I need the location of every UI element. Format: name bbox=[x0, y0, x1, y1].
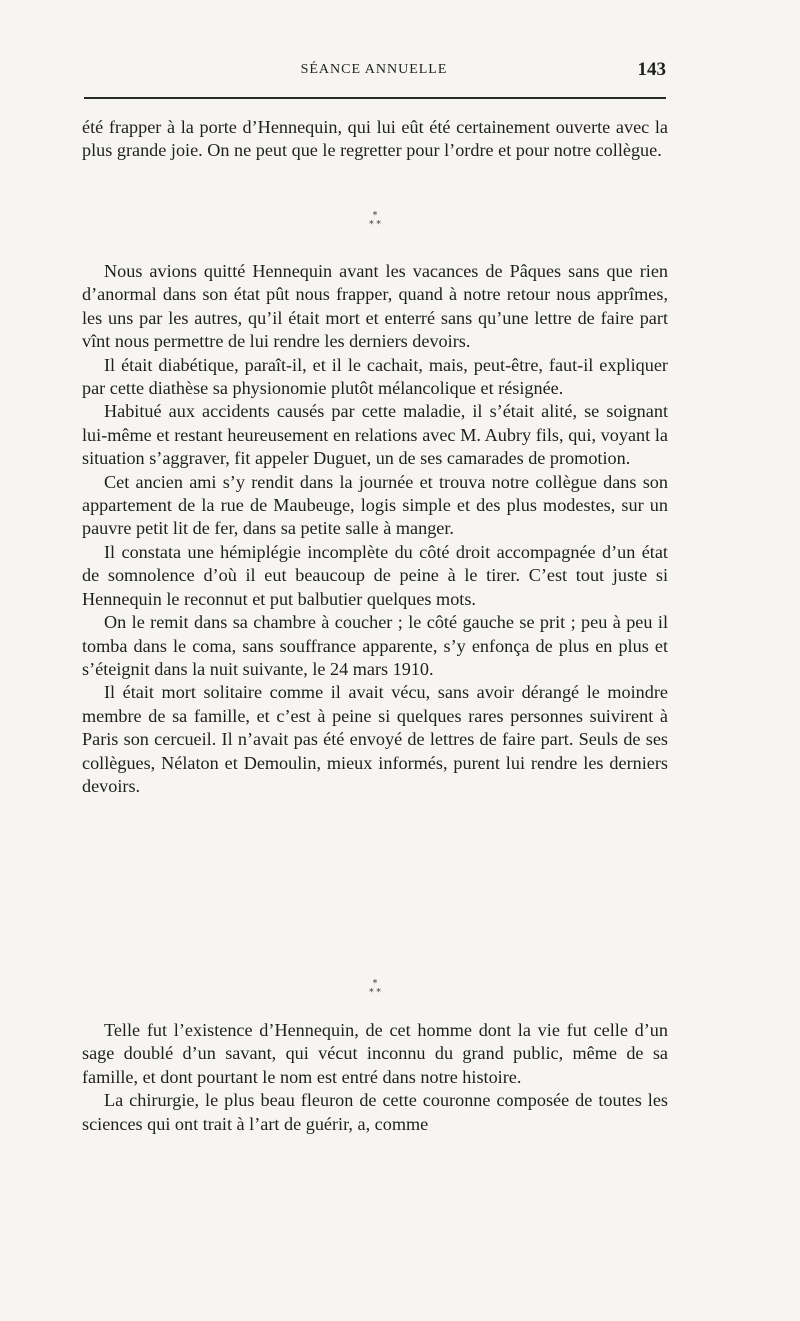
paragraph: La chirurgie, le plus beau fleuron de cette couronne composée de toutes les sciences qui ont trait à l’art de guérir, a, comme bbox=[82, 1090, 668, 1134]
asterism-divider bbox=[350, 212, 400, 242]
paragraph: Cet ancien ami s’y rendit dans la journée et trouva notre collègue dans son appartement de la rue de Maubeuge, logis simple et des plus modestes, sur un pauvre petit lit de fer, dans sa petite salle à manger. bbox=[82, 471, 668, 539]
asterism-bottom: * * bbox=[369, 988, 381, 998]
paragraph: Il était diabétique, paraît-il, et il le cachait, mais, peut-être, faut-il expliquer par cette diathèse sa physionomie plutôt mélancolique et résignée. bbox=[82, 354, 668, 399]
asterism-top: * bbox=[372, 979, 378, 989]
paragraph: Nous avions quitté Hennequin avant les vacances de Pâques sans que rien d’anormal dans son état pût nous frapper, quand à notre retour nous apprîmes, les uns par les autres, qu’il était mort et enterré sans qu’une lettre de faire part vînt nous permettre de lui rendre les derniers devoirs. bbox=[82, 261, 668, 352]
paragraph: Il constata une hémiplégie incomplète du côté droit accompagnée d’un état de somnolence d’où il eut beaucoup de peine à le tirer. C’est tout juste si Hennequin le reconnut et put balbutier quelques mots. bbox=[82, 541, 668, 609]
paragraph: Habitué aux accidents causés par cette maladie, il s’était alité, se soignant lui-même et restant heureusement en relations avec M. Aubry fils, qui, voyant la situation s’aggraver, fit appeler Duguet, un de ses camarades de promotion. bbox=[82, 401, 668, 469]
asterism-bottom: * * bbox=[369, 220, 381, 230]
text-block-main bbox=[82, 260, 668, 798]
running-title: SÉANCE ANNUELLE bbox=[300, 62, 448, 77]
page-number: 143 bbox=[637, 59, 666, 80]
paragraph: On le remit dans sa chambre à coucher ; le côté gauche se prit ; peu à peu il tomba dans le coma, sans souffrance apparente, s’y enfonça de plus en plus et s’éteignit dans la nuit suivante, le 24 mars 1910. bbox=[82, 612, 668, 679]
paragraph: Il était mort solitaire comme il avait vécu, sans avoir dérangé le moindre membre de sa famille, et c’est à peine si quelques rares personnes suivirent à Paris son cercueil. Il n’avait pas été envoyé de lettres de faire part. Seuls de ses collègues, Nélaton et Demoulin, mieux informés, purent lui rendre les derniers devoirs. bbox=[82, 682, 668, 796]
header-rule bbox=[84, 97, 666, 99]
asterism-divider bbox=[350, 980, 400, 1010]
running-head bbox=[82, 60, 666, 84]
paragraph: été frapper à la porte d’Hennequin, qui lui eût été certainement ouverte avec la plus grande joie. On ne peut que le regretter pour l’ordre et pour notre collègue. bbox=[82, 117, 668, 161]
text-block-closing bbox=[82, 1019, 668, 1136]
paragraph: Telle fut l’existence d’Hennequin, de cet homme dont la vie fut celle d’un sage doublé d’un savant, qui vécut inconnu du grand public, même de sa famille, et dont pourtant le nom est entré dans notre histoire. bbox=[82, 1020, 668, 1087]
text-block-continuation bbox=[82, 116, 668, 163]
asterism-top: * bbox=[372, 211, 378, 221]
